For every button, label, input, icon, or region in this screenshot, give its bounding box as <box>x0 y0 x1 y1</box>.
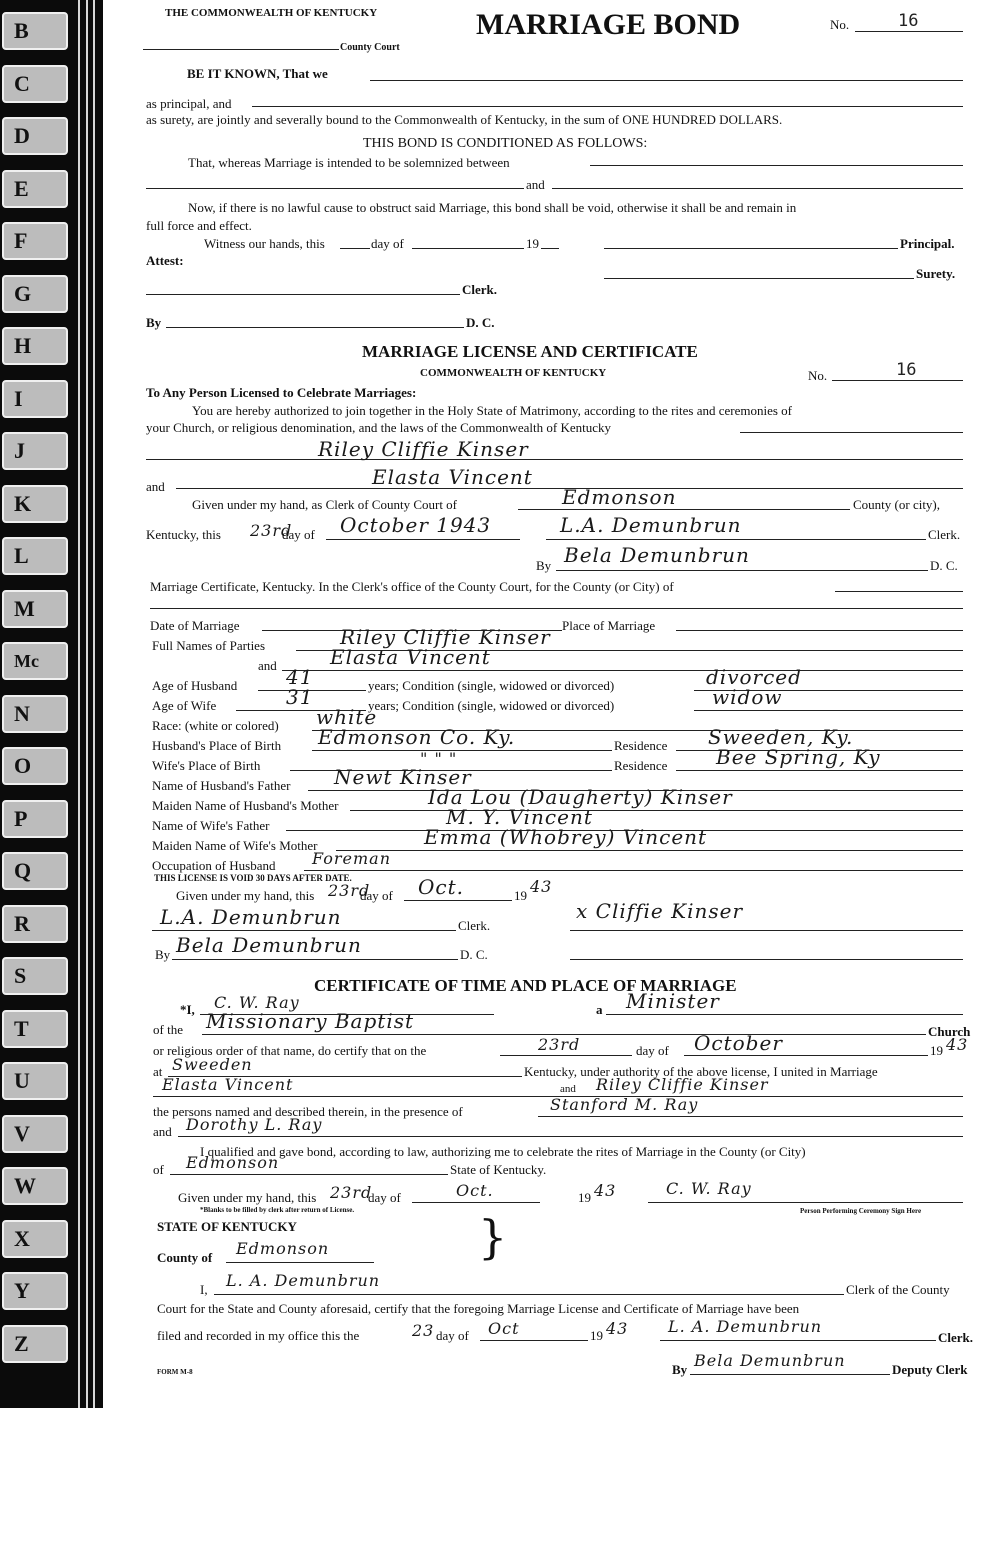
bond-clerk: Clerk. <box>462 282 498 297</box>
details-given-day: 23rd <box>328 881 371 900</box>
recording-clerk: Clerk. <box>938 1330 974 1345</box>
index-tab-e: E <box>2 170 68 208</box>
certificate-of-the: of the <box>153 1022 183 1037</box>
index-tab-n: N <box>2 695 68 733</box>
recording-county: Edmonson <box>236 1239 330 1258</box>
bond-and: and <box>526 177 545 192</box>
recording-filed: filed and recorded in my office this the <box>157 1328 360 1343</box>
details-husband-mother: Ida Lou (Daugherty) Kinser <box>428 785 733 809</box>
details-condition-husband: divorced <box>706 665 802 689</box>
index-tab-i: I <box>2 380 68 418</box>
license-no-label: No. <box>808 368 828 383</box>
index-tab-p: P <box>2 800 68 838</box>
details-wife-father-label: Name of Wife's Father <box>152 818 270 833</box>
bond-county-court: County Court <box>340 42 400 53</box>
details-by: By <box>155 947 171 962</box>
recording-year: 43 <box>606 1319 629 1338</box>
recording-state: STATE OF KENTUCKY <box>157 1219 297 1234</box>
recording-month: Oct <box>488 1319 520 1338</box>
recording-brace: } <box>478 1210 508 1264</box>
license-kentucky-this: Kentucky, this <box>146 527 221 542</box>
license-month-year: October 1943 <box>340 513 492 537</box>
recording-clerk-of-county: Clerk of the County <box>846 1282 950 1297</box>
details-occupation: Foreman <box>312 849 391 868</box>
bond-dc: D. C. <box>466 315 495 330</box>
license-commonwealth: COMMONWEALTH OF KENTUCKY <box>420 367 607 379</box>
details-bride: Elasta Vincent <box>330 645 491 669</box>
details-and: and <box>258 658 277 673</box>
details-occupation-label: Occupation of Husband <box>152 858 276 873</box>
certificate-kentucky-under: Kentucky, under authority of the above license, I united in Marriage <box>524 1064 878 1079</box>
certificate-and-2: and <box>153 1124 172 1139</box>
bond-as-principal: as principal, and <box>146 96 232 111</box>
bond-witness: Witness our hands, this <box>204 236 325 251</box>
certificate-given-year-prefix: 19 <box>578 1190 591 1205</box>
certificate-performer-label: Person Performing Ceremony Sign Here <box>800 1207 922 1215</box>
license-to-any: To Any Person Licensed to Celebrate Marriages: <box>146 385 417 400</box>
details-given-year: 43 <box>530 877 553 896</box>
details-race: white <box>316 705 378 729</box>
index-tab-f: F <box>2 222 68 260</box>
certificate-year: 43 <box>946 1035 969 1054</box>
details-age-wife: 31 <box>286 685 314 709</box>
recording-deputy-signature: Bela Demunbrun <box>694 1351 846 1370</box>
certificate-i: *I, <box>180 1002 195 1017</box>
bond-by: By <box>146 315 162 330</box>
license-dc-signature: Bela Demunbrun <box>564 543 750 567</box>
bond-day-of: day of <box>371 236 404 251</box>
details-groom: Riley Cliffie Kinser <box>340 625 551 649</box>
certificate-given-day: 23rd <box>330 1183 373 1202</box>
certificate-party-1: Elasta Vincent <box>162 1075 294 1094</box>
recording-year-prefix: 19 <box>590 1328 603 1343</box>
details-given-month: Oct. <box>418 875 464 899</box>
certificate-year-prefix: 19 <box>930 1043 943 1058</box>
license-title: MARRIAGE LICENSE AND CERTIFICATE <box>362 342 698 361</box>
recording-form: FORM M-8 <box>157 1368 193 1376</box>
certificate-given-month: Oct. <box>456 1181 494 1200</box>
recording-clerk-name: L. A. Demunbrun <box>226 1271 381 1290</box>
index-tab-l: L <box>2 537 68 575</box>
details-given: Given under my hand, this <box>176 888 315 903</box>
details-condition-wife: widow <box>712 685 783 709</box>
bond-attest: Attest: <box>146 253 184 268</box>
recording-by: By <box>672 1362 688 1377</box>
index-tab-r: R <box>2 905 68 943</box>
index-tab-y: Y <box>2 1272 68 1310</box>
license-county-or-city: County (or city), <box>853 497 941 512</box>
index-tab-j: J <box>2 432 68 470</box>
index-tab-m: M <box>2 590 68 628</box>
index-tab-u: U <box>2 1062 68 1100</box>
license-authorized-1: You are hereby authorized to join together in the Holy State of Matrimony, according to the rites and ceremonies of <box>192 403 792 418</box>
license-dc: D. C. <box>930 558 958 573</box>
bond-now-if-2: full force and effect. <box>146 218 252 233</box>
certificate-church-name: Missionary Baptist <box>206 1009 415 1033</box>
certificate-church: Church <box>928 1024 971 1039</box>
details-years-condition-h: years; Condition (single, widowed or divorced) <box>368 678 615 693</box>
bond-commonwealth: THE COMMONWEALTH OF KENTUCKY <box>165 7 378 19</box>
index-tab-w: W <box>2 1167 68 1205</box>
index-tab-b: B <box>2 12 68 50</box>
license-day: 23rd <box>250 521 293 540</box>
certificate-place: Sweeden <box>172 1055 253 1074</box>
details-wife-birth-label: Wife's Place of Birth <box>152 758 261 773</box>
certificate-day: 23rd <box>538 1035 581 1054</box>
index-tab-t: T <box>2 1010 68 1048</box>
certificate-state: State of Kentucky. <box>450 1162 547 1177</box>
bond-whereas: That, whereas Marriage is intended to be solemnized between <box>188 155 510 170</box>
index-tab-v: V <box>2 1115 68 1153</box>
bond-principal: Principal. <box>900 236 955 251</box>
details-husband-birth: Edmonson Co. Ky. <box>318 725 516 749</box>
recording-clerk-signature: L. A. Demunbrun <box>668 1317 823 1336</box>
certificate-month: October <box>694 1031 783 1055</box>
recording-county-of: County of <box>157 1250 213 1265</box>
license-given-under: Given under my hand, as Clerk of County Court of <box>192 497 458 512</box>
license-clerk-signature: L.A. Demunbrun <box>560 513 742 537</box>
license-authorized-2: your Church, or religious denomination, and the laws of the Commonwealth of Kentucky <box>146 420 612 435</box>
bond-title: MARRIAGE BOND <box>476 8 741 41</box>
details-place-of-marriage: Place of Marriage <box>562 618 656 633</box>
index-tab-g: G <box>2 275 68 313</box>
details-age-husband-label: Age of Husband <box>152 678 238 693</box>
certificate-a: a <box>596 1002 603 1017</box>
details-husband-father-label: Name of Husband's Father <box>152 778 291 793</box>
certificate-performer-signature: C. W. Ray <box>666 1179 752 1198</box>
details-dc-signature: Bela Demunbrun <box>176 933 362 957</box>
details-wife-father: M. Y. Vincent <box>446 805 593 829</box>
certificate-at: at <box>153 1064 163 1079</box>
license-day-of: day of <box>282 527 315 542</box>
bond-number: 16 <box>898 11 919 31</box>
license-groom: Riley Cliffie Kinser <box>318 437 529 461</box>
details-years-condition-w: years; Condition (single, widowed or divorced) <box>368 698 615 713</box>
certificate-given-year: 43 <box>594 1181 617 1200</box>
details-day-of: day of <box>360 888 393 903</box>
certificate-role: Minister <box>626 989 720 1013</box>
bond-no-label: No. <box>830 17 850 32</box>
license-clerk: Clerk. <box>928 527 961 542</box>
details-age-wife-label: Age of Wife <box>152 698 217 713</box>
license-by: By <box>536 558 552 573</box>
details-husband-mother-label: Maiden Name of Husband's Mother <box>152 798 339 813</box>
details-clerk-signature: L.A. Demunbrun <box>160 905 342 929</box>
recording-deputy-clerk: Deputy Clerk <box>892 1362 968 1377</box>
index-tab-z: Z <box>2 1325 68 1363</box>
details-race-label: Race: (white or colored) <box>152 718 279 733</box>
license-bride: Elasta Vincent <box>372 465 533 489</box>
bond-surety-text: as surety, are jointly and severally bound to the Commonwealth of Kentucky, in the sum of ONE HUNDRED DOLLARS. <box>146 112 783 127</box>
details-dc: D. C. <box>460 947 488 962</box>
certificate-given: Given under my hand, this <box>178 1190 317 1205</box>
index-tab-strip <box>0 0 103 1408</box>
license-and: and <box>146 479 165 494</box>
details-groom-signature: x Cliffie Kinser <box>576 899 744 923</box>
index-tab-s: S <box>2 957 68 995</box>
certificate-minister-name: C. W. Ray <box>214 993 300 1012</box>
recording-day-of: day of <box>436 1328 469 1343</box>
details-husband-father: Newt Kinser <box>334 765 472 789</box>
certificate-or-religious: or religious order of that name, do certify that on the <box>153 1043 427 1058</box>
details-wife-mother: Emma (Whobrey) Vincent <box>424 825 708 849</box>
certificate-given-day-of: day of <box>368 1190 401 1205</box>
bond-now-if-1: Now, if there is no lawful cause to obstruct said Marriage, this bond shall be void, otherwise it shall be and remain in <box>188 200 797 215</box>
certificate-party-2: Riley Cliffie Kinser <box>596 1075 769 1094</box>
index-tab-d: D <box>2 117 68 155</box>
certificate-qualified: I qualified and gave bond, according to law, authorizing me to celebrate the rites of Marriage in the County (or City) <box>200 1144 806 1159</box>
license-county: Edmonson <box>562 485 677 509</box>
certificate-witness-2: Dorothy L. Ray <box>186 1115 323 1134</box>
index-tab-h: H <box>2 327 68 365</box>
details-year-prefix: 19 <box>514 888 527 903</box>
license-number: 16 <box>896 360 917 380</box>
bond-conditioned: THIS BOND IS CONDITIONED AS FOLLOWS: <box>363 136 648 151</box>
details-void-notice: THIS LICENSE IS VOID 30 DAYS AFTER DATE. <box>154 873 352 883</box>
details-residence-label-w: Residence <box>614 758 668 773</box>
certificate-blanks-note: *Blanks to be filled by clerk after return of License. <box>200 1206 355 1214</box>
details-full-names-label: Full Names of Parties <box>152 638 266 653</box>
details-wife-mother-label: Maiden Name of Wife's Mother <box>152 838 318 853</box>
details-residence-label-h: Residence <box>614 738 668 753</box>
index-tab-k: K <box>2 485 68 523</box>
index-tab-q: Q <box>2 852 68 890</box>
bond-be-it-known: BE IT KNOWN, That we <box>187 66 328 81</box>
details-husband-birth-label: Husband's Place of Birth <box>152 738 282 753</box>
details-date-of-marriage: Date of Marriage <box>150 618 240 633</box>
certificate-title: CERTIFICATE OF TIME AND PLACE OF MARRIAGE <box>314 976 737 995</box>
bond-year-prefix: 19 <box>526 236 539 251</box>
certificate-persons-named: the persons named and described therein, in the presence of <box>153 1104 463 1119</box>
details-husband-residence: Sweeden, Ky. <box>708 725 854 749</box>
bond-surety: Surety. <box>916 266 956 281</box>
index-tab-o: O <box>2 747 68 785</box>
index-tab-mc: Mc <box>2 642 68 680</box>
details-clerk: Clerk. <box>458 918 491 933</box>
certificate-of: of <box>153 1162 164 1177</box>
details-age-husband: 41 <box>286 665 314 689</box>
index-tab-c: C <box>2 65 68 103</box>
certificate-witness-1: Stanford M. Ray <box>550 1095 699 1114</box>
certificate-and: and <box>560 1083 576 1095</box>
recording-i: I, <box>200 1282 208 1297</box>
certificate-day-of: day of <box>636 1043 669 1058</box>
certificate-county: Edmonson <box>186 1153 280 1172</box>
details-wife-birth: " " " <box>420 749 458 768</box>
license-certificate-line: Marriage Certificate, Kentucky. In the Clerk's office of the County Court, for the County (or City) of <box>150 579 674 594</box>
details-wife-residence: Bee Spring, Ky <box>716 745 881 769</box>
recording-day: 23 <box>412 1321 435 1340</box>
index-tab-x: X <box>2 1220 68 1258</box>
recording-court-text: Court for the State and County aforesaid, certify that the foregoing Marriage License and Certificate of Marriage have been <box>157 1301 800 1316</box>
